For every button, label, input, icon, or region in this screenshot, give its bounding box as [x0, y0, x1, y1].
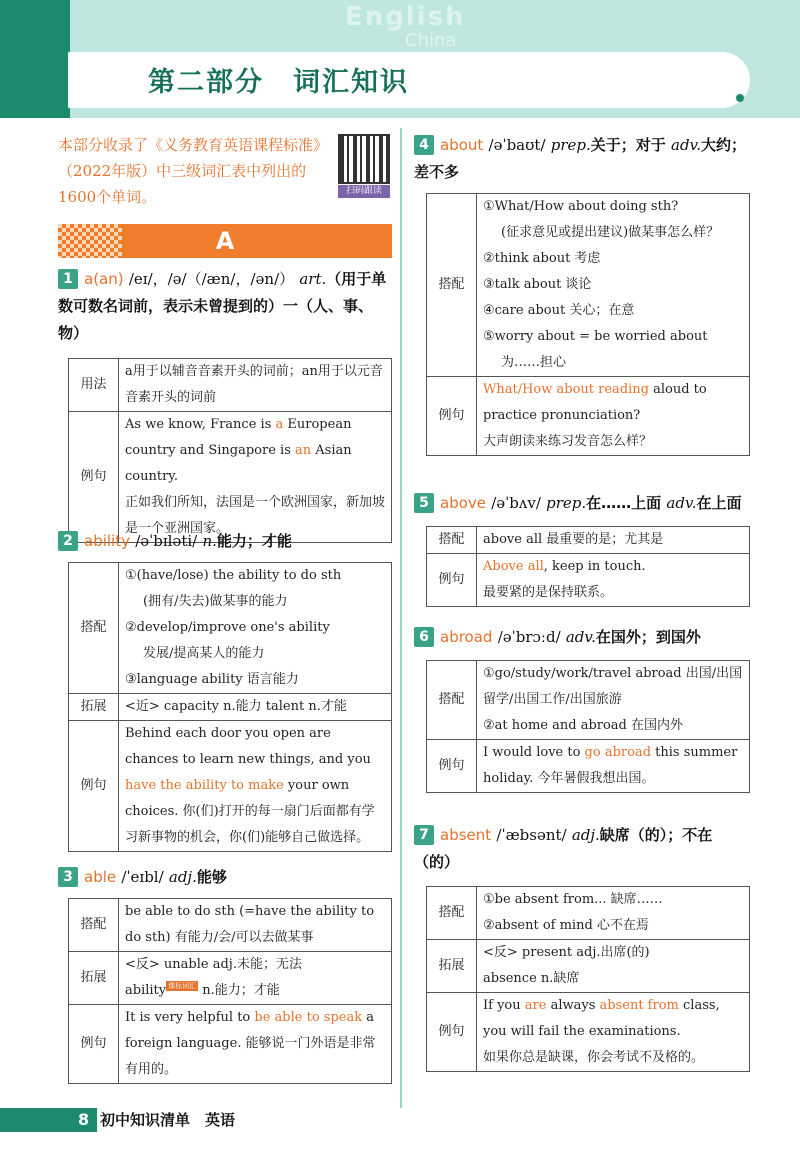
definition: 大约；差不多 [414, 136, 747, 181]
entry-number: 4 [414, 135, 434, 155]
label-example: 例句 [69, 412, 119, 543]
definition: 能力；才能 [216, 532, 292, 550]
footer-bar [0, 1108, 70, 1132]
entry-table [426, 886, 750, 1072]
collocation-text: ①go/study/work/travel abroad 出国/出国留学/出国工作/出国旅游 ②at home and abroad 在国内外 [477, 661, 750, 740]
entry-heading [58, 528, 392, 555]
label-collocation: 搭配 [69, 899, 119, 952]
label-collocation: 搭配 [427, 661, 477, 740]
entry-number: 2 [58, 531, 78, 551]
header-deco-english: English [345, 2, 466, 32]
part-of-speech: adj. [168, 868, 197, 886]
definition: 在上面 [696, 494, 742, 512]
entry-heading [58, 266, 392, 347]
phonetic: /əˈbrɔːd/ [497, 628, 561, 646]
entry-heading [58, 864, 392, 891]
label-collocation: 搭配 [427, 527, 477, 554]
phonetic: /eɪ/，/ə/（/æn/，/ən/） [128, 270, 295, 288]
headword: above [440, 494, 486, 512]
entry-table [68, 562, 392, 852]
part-of-speech: adj. [571, 826, 600, 844]
label-usage: 用法 [69, 359, 119, 412]
label-collocation: 搭配 [69, 563, 119, 694]
definition: 能够 [196, 868, 227, 886]
label-collocation: 搭配 [427, 887, 477, 940]
part-of-speech: n. [202, 532, 217, 550]
entry-table [426, 193, 750, 456]
headword: able [84, 868, 117, 886]
qr-label: 扫码跟读 [338, 185, 390, 198]
section-letter-banner [58, 224, 392, 258]
example-text: I would love to go abroad this summer holiday. 今年暑假我想出国。 [477, 740, 750, 793]
qr-code[interactable] [338, 134, 390, 198]
phonetic: /əˈbɪləti/ [135, 532, 198, 550]
part-of-speech: adv. [671, 136, 702, 154]
collocation-text: ①(have/lose) the ability to do sth (拥有/失去)做某事的能力 ②develop/improve one's ability 发展/提高某人的能力 ③language ability 语言能力 [119, 563, 392, 694]
headword: ability [84, 532, 130, 550]
label-example: 例句 [427, 377, 477, 456]
example-text: It is very helpful to be able to speak a foreign language. 能够说一门外语是非常有用的。 [119, 1005, 392, 1084]
extension-text: <反> present adj.出席(的) absence n.缺席 [477, 940, 750, 993]
entry-number: 6 [414, 627, 434, 647]
phonetic: /əˈbaʊt/ [488, 136, 546, 154]
extension-text: <反> unable adj.未能；无法 ability 课标词汇 n.能力；才能 [119, 952, 392, 1005]
part-of-speech: adv. [565, 628, 596, 646]
footer-text: 初中知识清单 英语 [100, 1111, 236, 1129]
label-example: 例句 [427, 554, 477, 607]
headword: a(an) [84, 270, 124, 288]
definition: 缺席（的）；不在（的） [414, 826, 713, 871]
example-text: Above all, keep in touch. 最要紧的是保持联系。 [477, 554, 750, 607]
entry-heading [414, 490, 748, 517]
part-of-speech: art. [299, 270, 327, 288]
definition: 在……上面 [586, 494, 662, 512]
usage-text: a用于以辅音音素开头的词前；an用于以元音音素开头的词前 [119, 359, 392, 412]
entry-table [68, 358, 392, 543]
definition: 关于；对于 [590, 136, 666, 154]
entry-heading [414, 132, 748, 186]
column-divider [400, 128, 402, 1108]
label-extension: 拓展 [427, 940, 477, 993]
phonetic: /ˈæbsənt/ [496, 826, 567, 844]
part-of-speech: prep. [546, 494, 587, 512]
header-tab [0, 0, 70, 118]
entry-table [68, 898, 392, 1084]
label-example: 例句 [69, 1005, 119, 1084]
collocation-text: ①What/How about doing sth? (征求意见或提出建议)做某事怎么样？ ②think about 考虑 ③talk about 谈论 ④care about 关心；在意 ⑤worry about = be worried about 为……担心 [477, 194, 750, 377]
label-collocation: 搭配 [427, 194, 477, 377]
part-of-speech: adv. [666, 494, 697, 512]
example-text: If you are always absent from class, you will fail the examinations. 如果你总是缺课，你会考试不及格的。 [477, 993, 750, 1072]
phonetic: /əˈbʌv/ [491, 494, 541, 512]
section-letter: A [215, 227, 235, 255]
entry-table [426, 526, 750, 607]
entry-table [426, 660, 750, 793]
footer [0, 1106, 800, 1134]
extension-text: <近> capacity n.能力 talent n.才能 [119, 694, 392, 721]
curriculum-badge: 课标词汇 [168, 982, 197, 990]
part-of-speech: prep. [550, 136, 591, 154]
example-text: Behind each door you open are chances to learn new things, and you have the ability to make your own choices. 你(们)打开的每一扇门后面都有学习新事物的机会，你(们)能够自己做选择。 [119, 721, 392, 852]
label-example: 例句 [69, 721, 119, 852]
collocation-text: ①be absent from... 缺席…… ②absent of mind 心不在焉 [477, 887, 750, 940]
headword: absent [440, 826, 492, 844]
collocation-text: above all 最重要的是；尤其是 [477, 527, 750, 554]
example-text: What/How about reading aloud to practice pronunciation? 大声朗读来练习发音怎么样？ [477, 377, 750, 456]
header-deco-china: China [405, 30, 457, 51]
entry-number: 3 [58, 867, 78, 887]
intro-text: 本部分收录了《义务教育英语课程标准》（2022年版）中三级词汇表中列出的1600个单词。 [58, 136, 329, 206]
headword: abroad [440, 628, 493, 646]
entry-number: 5 [414, 493, 434, 513]
label-example: 例句 [427, 740, 477, 793]
page-number: 8 [70, 1108, 97, 1132]
entry-heading [414, 822, 748, 876]
label-extension: 拓展 [69, 952, 119, 1005]
entry-number: 7 [414, 825, 434, 845]
page-title: 第二部分 词汇知识 [148, 67, 409, 98]
definition: （用于单数可数名词前，表示未曾提到的）一（人、事、物） [58, 270, 387, 342]
label-example: 例句 [427, 993, 477, 1072]
phonetic: /ˈeɪbl/ [121, 868, 164, 886]
definition: 在国外；到国外 [595, 628, 701, 646]
label-extension: 拓展 [69, 694, 119, 721]
entry-number: 1 [58, 269, 78, 289]
example-text: As we know, France is a European country and Singapore is an Asian country. 正如我们所知，法国是一个欧洲国家，新加坡是一个亚洲国家。 [119, 412, 392, 543]
entry-heading [414, 624, 748, 651]
qr-code-icon[interactable] [338, 134, 390, 184]
header-banner [0, 0, 800, 118]
collocation-text: be able to do sth (=have the ability to do sth) 有能力/会/可以去做某事 [119, 899, 392, 952]
headword: about [440, 136, 484, 154]
